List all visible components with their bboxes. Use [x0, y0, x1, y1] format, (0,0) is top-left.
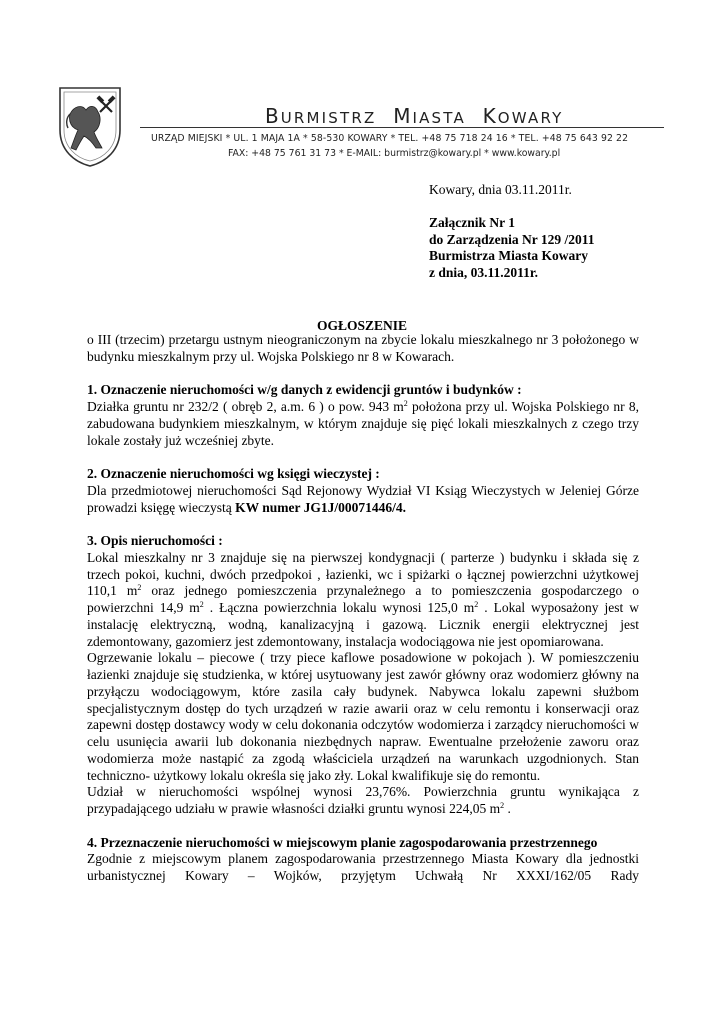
- announcement-intro: o III (trzecim) przetargu ustnym nieograniczonym na zbycie lokalu mieszkalnego nr 3 położonego w budynku mieszkalnym przy ul. Wojska Polskiego nr 8 w Kowarach.: [87, 332, 639, 364]
- attachment-line: Załącznik Nr 1: [429, 214, 516, 230]
- section-3-paragraph-2: Ogrzewanie lokalu – piecowe ( trzy piece kaflowe posadowione w pokojach ). W pomieszczeniu łazienki znajduje się studzienka, w której usytuowany jest zawór główny oraz wodomierz główny na przyłączu wodociągowym, które zasila cały budynek. Nabywca lokalu zapewni służbom specjalistycznym dostęp do tych urządzeń w razie awarii oraz w celu remontu i konserwacji oraz zapewni dostęp dostawcy wody w celu dokonania odczytów wodomierza i zarządcy nieruchomości w celu usunięcia awarii lub dokonania niezbędnych napraw. Ewentualne przełożenie zaworu oraz wodomierza może nastąpić za zgodą właściciela urządzeń na warunkach uzgodnionych. Stan techniczno- użytkowy lokalu określa się jako zły. Lokal kwalifikuje się do remontu.: [87, 650, 639, 783]
- section-3-paragraph-1: Lokal mieszkalny nr 3 znajduje się na pierwszej kondygnacji ( parterze ) budynku i składa się z trzech pokoi, kuchni, dwóch przedpokoi , łazienki, wc i spiżarki o łącznej powierzchni użytkowej 110,1 $m^2$ oraz jednego pomieszczenia przynależnego a to pomieszczenia gospodarczego o powierzchni 14,9 $m^2$ . Łączna powierzchnia lokalu wynosi 125,0 $m^2$ . Lokal wyposażony jest w instalację elektryczną, wodną, kanalizacyjną i gazową. Licznik energii elektrycznej jest zdemontowany, gazomierz jest zdemontowany, instalacja wodociągowa nie jest opomiarowana.: [87, 549, 639, 649]
- letterhead-contact: FAX: +48 75 761 31 73 * E-MAIL: burmistrz@kowary.pl * www.kowary.pl: [228, 148, 561, 159]
- section-3-heading: 3. Opis nieruchomości :: [87, 533, 223, 548]
- title-cap: B: [265, 104, 281, 128]
- title-cap: K: [482, 104, 498, 128]
- attachment-line: z dnia, 03.11.2011r.: [429, 265, 539, 281]
- section-3-paragraph-3: Udział w nieruchomości wspólnej wynosi 23,76%. Powierzchnia gruntu wynikająca z przypadającego udziału w prawie własności działki gruntu wynosi 224,05 $m^2$ .: [87, 784, 639, 816]
- letterhead-address: URZĄD MIEJSKI * UL. 1 MAJA 1A * 58-530 KOWARY * TEL. +48 75 718 24 16 * TEL. +48 75 643 92 22: [151, 133, 629, 144]
- title-rest: OWARY: [497, 109, 564, 127]
- document-date: Kowary, dnia 03.11.2011r.: [429, 182, 572, 197]
- land-register-number: KW numer JG1J/00071446/4.: [235, 499, 406, 515]
- title-cap: M: [393, 104, 413, 128]
- section-1-text: Działka gruntu nr 232/2 ( obręb 2, a.m. 6 ) o pow. 943 $m^2$ położona przy ul. Wojska Polskiego nr 8, zabudowana budynkiem mieszkalnym, w którym znajduje się pięć lokali mieszkalnych z czego trzy lokale zostały już wcześniej zbyte.: [87, 399, 639, 448]
- section-1-heading: 1. Oznaczenie nieruchomości w/g danych z ewidencji gruntów i budynków :: [87, 382, 522, 398]
- attachment-line: do Zarządzenia Nr 129 /2011: [429, 231, 595, 247]
- title-rest: URMISTRZ: [280, 109, 377, 127]
- section-4-text: Zgodnie z miejscowym planem zagospodarowania przestrzennego Miasta Kowary dla jednostki urbanistycznej Kowary – Wojków, przyjętym Uchwałą Nr XXXI/162/05 Rady: [87, 851, 639, 883]
- title-rest: IASTA: [412, 109, 466, 127]
- attachment-line: Burmistrza Miasta Kowary: [429, 248, 588, 264]
- document-meta: [429, 182, 595, 282]
- letterhead-title: [265, 104, 564, 128]
- section-4-heading: 4. Przeznaczenie nieruchomości w miejscowym planie zagospodarowania przestrzennego: [87, 834, 598, 850]
- announcement-title: OGŁOSZENIE: [316, 318, 408, 333]
- letterhead-divider: [140, 127, 664, 128]
- section-2-heading: 2. Oznaczenie nieruchomości wg księgi wieczystej :: [87, 466, 380, 481]
- section-2-text: Dla przedmiotowej nieruchomości Sąd Rejonowy Wydział VI Ksiąg Wieczystych w Jeleniej Górze prowadzi księgę wieczystą KW numer JG1J/00071446/4.: [87, 482, 639, 515]
- city-crest-logo: [56, 84, 124, 168]
- document-body: [87, 332, 639, 885]
